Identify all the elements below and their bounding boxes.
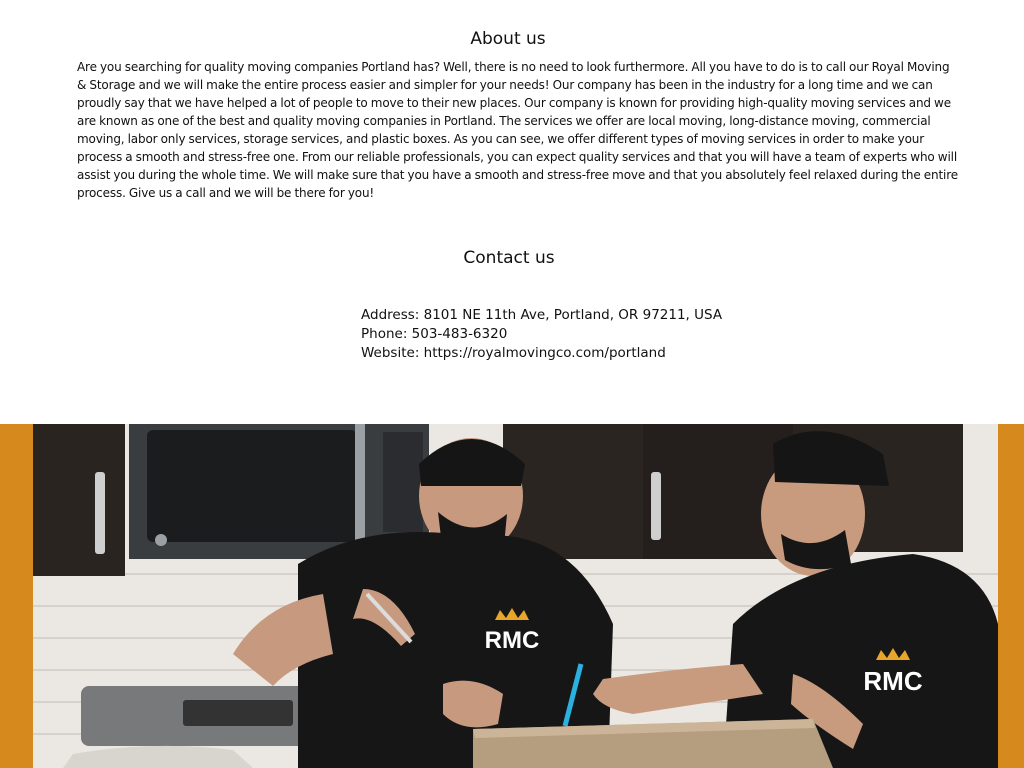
contact-heading: Contact us [463,248,555,268]
contact-details [361,306,722,363]
svg-text:RMC: RMC [863,666,923,696]
contact-website[interactable]: Website: https://royalmovingco.com/portland [361,345,666,361]
movers-photo [33,424,998,768]
about-heading: About us [470,29,546,49]
photo-banner [0,424,1024,768]
contact-address: Address: 8101 NE 11th Ave, Portland, OR 97211, USA [361,307,723,323]
about-paragraph: Are you searching for quality moving companies Portland has? Well, there is no need to look furthermore. All you have to do is to call our Royal Moving & Storage and we will make the entire process easier and simpler for your needs! Our company has been in the industry for a long time and we can proudly say that we have helped a lot of people to move to their new places. Our company is known for providing high-quality moving services and we are known as one of the best and quality moving companies in Portland. The services we offer are local moving, long-distance moving, commercial moving, labor only services, storage services, and plastic boxes. As you can see, we offer different types of moving services in order to make your process a smooth and stress-free one. From our reliable professionals, you can expect quality services and that you will have a team of experts who will assist you during the whole time. We will make sure that you have a smooth and stress-free move and that you absolutely feel relaxed during the entire process. Give us a call and we will be there for you! [77,60,958,200]
svg-text:RMC: RMC [484,627,540,654]
contact-phone: Phone: 503-483-6320 [361,326,508,342]
